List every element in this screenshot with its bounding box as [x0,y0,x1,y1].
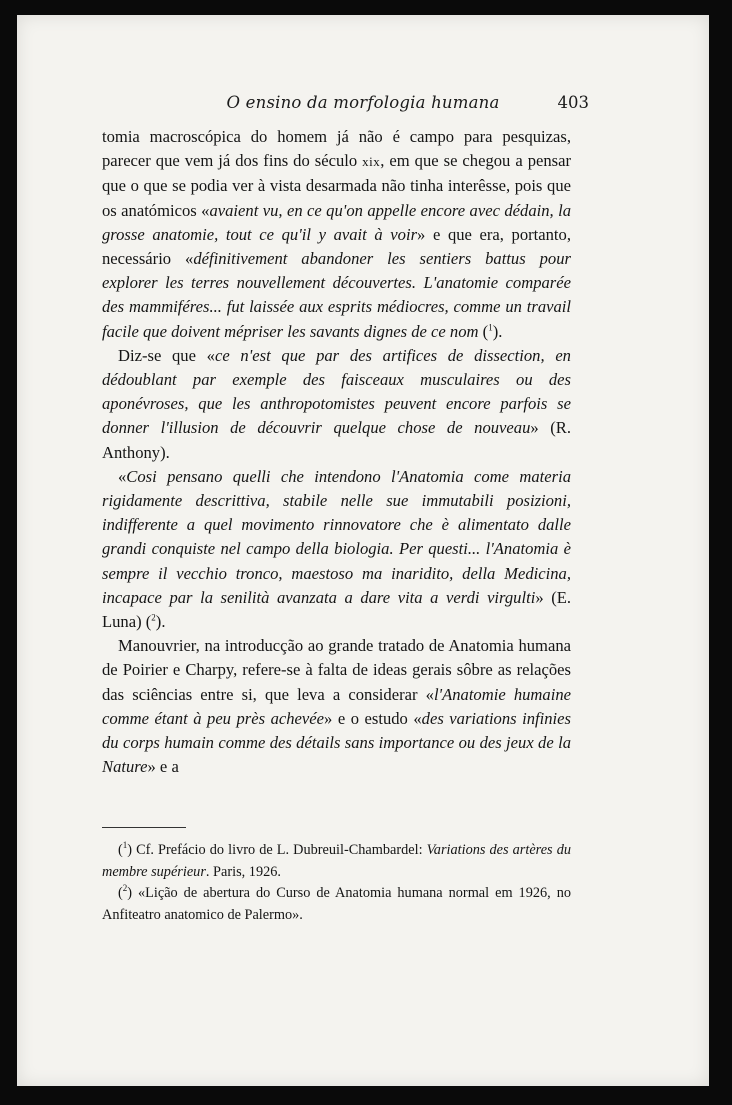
text-run: » e o estudo « [324,708,422,728]
running-title: O ensino da morfologia humana [226,93,500,112]
page-header [17,93,709,115]
french-quote: des variations infinies du corps humain comme des détails sans importance ou des jeux de la Nature [102,708,571,777]
text-run: » e que era, portanto, necessário « [102,224,571,269]
footnotes [102,840,571,926]
text-run: » e a [147,757,179,777]
text-run: «Lição de abertura do Curso de Anatomia humana normal em 1926, no Anfiteatro anatomico de Palermo». [102,885,571,923]
french-quote: définitivement abandoner les sentiers battus pour explorer les terres nouvellement découvertes. L'anatomie comparée des mammiféres... fut laissée aux esprits médiocres, comme un travail facile que doivent mépriser les savants dignes de ce nom [102,249,571,341]
paragraph-4 [102,634,571,779]
text-run: Manouvrier, na introducção ao grande tratado de Anatomia humana de Poirier e Charpy, refere-se à falta de ideas gerais sôbre as relações das sciências entre si, que leva a considerar « [102,636,571,704]
text-run: Diz-se que « [118,345,215,365]
french-quote: ce n'est que par des artifices de dissection, en dédoublant par exemple des faisceaux musculaires ou des aponévroses, que les anthropotomistes peuvent encore parfois se donner l'illusion de découvrir quelque chose de nouveau [102,345,571,438]
footnote-separator [102,827,186,828]
paragraph-1 [102,125,571,344]
page-number: 403 [557,93,589,112]
paragraph-3 [102,465,571,634]
text-run: ( [478,321,489,341]
text-run: . Paris, 1926. [205,863,281,880]
footnote-2: ($^2$) «Lição de abertura do Curso de Anatomia humana normal em 1926, no Anfiteatro anatomico de Palermo». [102,883,571,923]
footnote-ref: 2 [151,612,156,623]
italian-quote: Cosi pensano quelli che intendono l'Anatomia come materia rigidamente descrittiva, stabile nelle sue immutabili posizioni, indifferente a quel movimento rinnovatore che è alimentato dalle grandi conquiste nel campo della biologia. Per questi... l'Anatomia è sempre il vecchio tronco, maestoso ma inaridito, della Medicina, incapace par la senilità avanzata a dare vita a verdi virgulti [102,466,571,607]
century-numeral: xix [362,154,381,170]
footnote-ref: 1 [488,322,493,333]
text-run: ). [492,321,503,341]
text-run: tomia macroscópica do homem já não é campo para pesquizas, parecer que vem já dos fins do século [102,127,571,171]
text-run: ). [155,612,166,632]
paragraph-2 [102,344,571,465]
footnote-mark: 1 [122,840,128,851]
text-run: Cf. Prefácio do livro de L. Dubreuil-Chambardel: [132,842,427,858]
text-run: » (E. Luna) ( [102,587,572,632]
footnote-mark: 2 [122,883,128,894]
book-title: Variations des artères du membre supérieur [102,842,571,880]
main-text [102,125,571,779]
footnote-1: ($^1$) Cf. Prefácio do livro de L. Dubreuil-Chambardel: Variations des artères du membre supérieur. Paris, 1926. [102,840,571,880]
french-quote: l'Anatomie humaine comme étant à peu près achevée [102,684,571,728]
french-quote: avaient vu, en ce qu'on appelle encore avec dédain, la grosse anatomie, tout ce qu'il y avait à voir [102,200,571,244]
text-run: , em que se chegou a pensar que o que se podia ver à vista desarmada não tinha interêsse, pois que os anatómicos « [102,151,572,220]
text-run: » (R. Anthony). [102,418,572,462]
text-run: « [118,466,127,486]
